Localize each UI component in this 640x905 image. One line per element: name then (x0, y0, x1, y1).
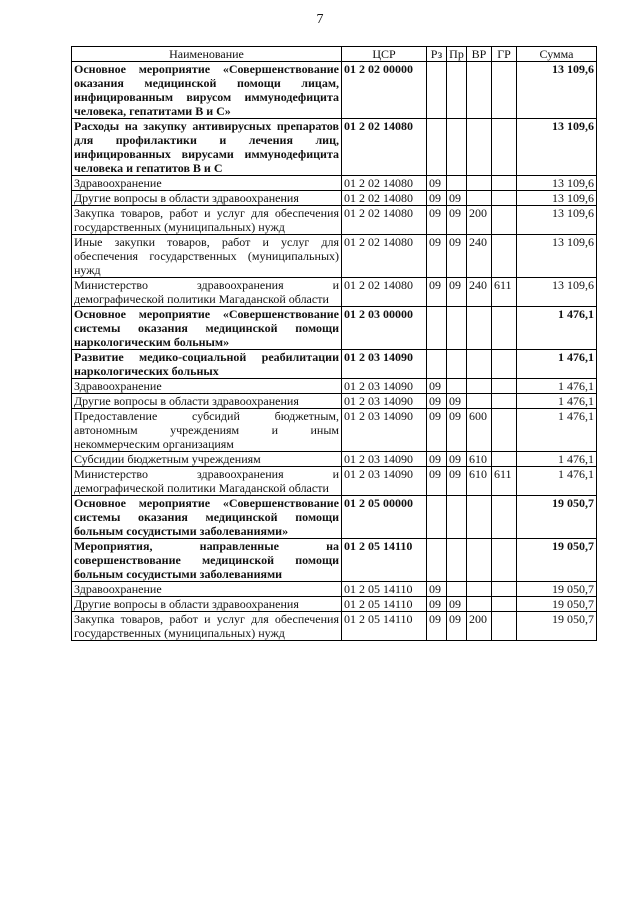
cell-csr: 01 2 02 14080 (342, 191, 427, 206)
header-name: Наименование (72, 47, 342, 62)
cell-pr: 09 (447, 278, 467, 307)
header-vr: ВР (467, 47, 492, 62)
cell-gr (492, 62, 517, 119)
cell-pr: 09 (447, 409, 467, 452)
cell-gr: 611 (492, 467, 517, 496)
cell-vr: 610 (467, 452, 492, 467)
cell-rz: 09 (427, 394, 447, 409)
table-body (72, 62, 597, 641)
cell-sum: 13 109,6 (517, 235, 597, 278)
cell-vr (467, 394, 492, 409)
cell-rz (427, 539, 447, 582)
cell-csr: 01 2 02 14080 (342, 278, 427, 307)
cell-name: Другие вопросы в области здравоохранения (72, 394, 342, 409)
cell-rz: 09 (427, 467, 447, 496)
table-row (72, 612, 597, 641)
cell-pr: 09 (447, 467, 467, 496)
table-row (72, 119, 597, 176)
table-row (72, 206, 597, 235)
cell-name: Другие вопросы в области здравоохранения (72, 597, 342, 612)
cell-csr: 01 2 05 14110 (342, 582, 427, 597)
cell-vr: 200 (467, 612, 492, 641)
cell-vr: 240 (467, 278, 492, 307)
cell-gr (492, 496, 517, 539)
cell-gr (492, 612, 517, 641)
cell-vr: 600 (467, 409, 492, 452)
cell-vr: 610 (467, 467, 492, 496)
cell-name: Предоставление субсидий бюджетным, автономным учреждениям и иным некоммерческим организациям (72, 409, 342, 452)
cell-vr (467, 119, 492, 176)
table-row (72, 582, 597, 597)
cell-gr (492, 235, 517, 278)
cell-pr: 09 (447, 206, 467, 235)
cell-sum: 13 109,6 (517, 206, 597, 235)
cell-vr (467, 191, 492, 206)
cell-pr (447, 539, 467, 582)
cell-rz: 09 (427, 206, 447, 235)
table-row (72, 394, 597, 409)
cell-vr: 240 (467, 235, 492, 278)
cell-rz: 09 (427, 409, 447, 452)
table-row (72, 597, 597, 612)
cell-rz: 09 (427, 612, 447, 641)
cell-sum: 19 050,7 (517, 612, 597, 641)
cell-rz (427, 350, 447, 379)
cell-rz (427, 62, 447, 119)
cell-csr: 01 2 03 00000 (342, 307, 427, 350)
header-gr: ГР (492, 47, 517, 62)
cell-csr: 01 2 05 14110 (342, 539, 427, 582)
cell-csr: 01 2 02 14080 (342, 119, 427, 176)
cell-rz: 09 (427, 176, 447, 191)
cell-csr: 01 2 02 14080 (342, 206, 427, 235)
cell-vr (467, 597, 492, 612)
cell-rz: 09 (427, 379, 447, 394)
cell-sum: 1 476,1 (517, 467, 597, 496)
cell-sum: 1 476,1 (517, 452, 597, 467)
cell-pr (447, 307, 467, 350)
cell-vr: 200 (467, 206, 492, 235)
table-row (72, 452, 597, 467)
cell-rz: 09 (427, 235, 447, 278)
cell-pr: 09 (447, 191, 467, 206)
cell-rz (427, 307, 447, 350)
cell-name: Здравоохранение (72, 176, 342, 191)
cell-vr (467, 582, 492, 597)
cell-pr (447, 582, 467, 597)
cell-sum: 13 109,6 (517, 176, 597, 191)
cell-gr (492, 119, 517, 176)
cell-name: Расходы на закупку антивирусных препаратов для профилактики и лечения лиц, инфицированных вирусами иммунодефицита человека и гепатитов В и С (72, 119, 342, 176)
cell-gr: 611 (492, 278, 517, 307)
cell-name: Министерство здравоохранения и демографической политики Магаданской области (72, 278, 342, 307)
cell-sum: 13 109,6 (517, 278, 597, 307)
cell-name: Другие вопросы в области здравоохранения (72, 191, 342, 206)
cell-pr (447, 119, 467, 176)
table-header-row (72, 47, 597, 62)
cell-gr (492, 597, 517, 612)
cell-gr (492, 206, 517, 235)
cell-name: Иные закупки товаров, работ и услуг для обеспечения государственных (муниципальных) нужд (72, 235, 342, 278)
cell-pr (447, 379, 467, 394)
table-row (72, 191, 597, 206)
cell-gr (492, 379, 517, 394)
cell-csr: 01 2 03 14090 (342, 350, 427, 379)
cell-csr: 01 2 03 14090 (342, 452, 427, 467)
table-row (72, 409, 597, 452)
header-pr: Пр (447, 47, 467, 62)
table-row (72, 539, 597, 582)
cell-sum: 19 050,7 (517, 496, 597, 539)
cell-rz (427, 119, 447, 176)
table-row (72, 467, 597, 496)
cell-sum: 1 476,1 (517, 379, 597, 394)
table-row (72, 379, 597, 394)
cell-rz: 09 (427, 452, 447, 467)
cell-csr: 01 2 05 14110 (342, 612, 427, 641)
cell-gr (492, 307, 517, 350)
cell-name: Субсидии бюджетным учреждениям (72, 452, 342, 467)
cell-sum: 13 109,6 (517, 119, 597, 176)
cell-csr: 01 2 03 14090 (342, 467, 427, 496)
cell-pr: 09 (447, 612, 467, 641)
table-row (72, 307, 597, 350)
cell-sum: 1 476,1 (517, 350, 597, 379)
cell-sum: 13 109,6 (517, 62, 597, 119)
cell-csr: 01 2 02 14080 (342, 235, 427, 278)
cell-csr: 01 2 03 14090 (342, 409, 427, 452)
header-csr: ЦСР (342, 47, 427, 62)
cell-name: Развитие медико-социальной реабилитации наркологических больных (72, 350, 342, 379)
cell-rz: 09 (427, 191, 447, 206)
cell-rz: 09 (427, 582, 447, 597)
cell-rz: 09 (427, 597, 447, 612)
cell-vr (467, 496, 492, 539)
cell-csr: 01 2 02 14080 (342, 176, 427, 191)
cell-vr (467, 350, 492, 379)
cell-name: Здравоохранение (72, 582, 342, 597)
cell-gr (492, 176, 517, 191)
cell-sum: 1 476,1 (517, 394, 597, 409)
cell-rz (427, 496, 447, 539)
cell-name: Основное мероприятие «Совершенствование оказания медицинской помощи лицам, инфицированным вирусом иммунодефицита человека, гепатитами В и С» (72, 62, 342, 119)
cell-gr (492, 350, 517, 379)
cell-gr (492, 539, 517, 582)
cell-rz: 09 (427, 278, 447, 307)
cell-vr (467, 176, 492, 191)
cell-pr: 09 (447, 235, 467, 278)
header-sum: Сумма (517, 47, 597, 62)
cell-sum: 13 109,6 (517, 191, 597, 206)
cell-csr: 01 2 03 14090 (342, 394, 427, 409)
cell-pr: 09 (447, 394, 467, 409)
cell-name: Здравоохранение (72, 379, 342, 394)
cell-vr (467, 62, 492, 119)
table-row (72, 496, 597, 539)
cell-gr (492, 191, 517, 206)
cell-name: Мероприятия, направленные на совершенствование медицинской помощи больным сосудистыми заболеваниями (72, 539, 342, 582)
cell-vr (467, 379, 492, 394)
cell-pr (447, 62, 467, 119)
cell-gr (492, 452, 517, 467)
cell-pr (447, 350, 467, 379)
cell-sum: 19 050,7 (517, 582, 597, 597)
cell-csr: 01 2 05 00000 (342, 496, 427, 539)
cell-pr: 09 (447, 452, 467, 467)
table-row (72, 62, 597, 119)
cell-sum: 19 050,7 (517, 539, 597, 582)
cell-vr (467, 539, 492, 582)
cell-name: Основное мероприятие «Совершенствование системы оказания медицинской помощи наркологическим больным» (72, 307, 342, 350)
cell-csr: 01 2 03 14090 (342, 379, 427, 394)
cell-sum: 1 476,1 (517, 307, 597, 350)
cell-csr: 01 2 02 00000 (342, 62, 427, 119)
budget-table (71, 46, 597, 641)
table-row (72, 176, 597, 191)
cell-pr: 09 (447, 597, 467, 612)
table-row (72, 278, 597, 307)
table-row (72, 235, 597, 278)
cell-pr (447, 176, 467, 191)
cell-name: Министерство здравоохранения и демографической политики Магаданской области (72, 467, 342, 496)
cell-sum: 1 476,1 (517, 409, 597, 452)
cell-name: Закупка товаров, работ и услуг для обеспечения государственных (муниципальных) нужд (72, 612, 342, 641)
cell-name: Основное мероприятие «Совершенствование системы оказания медицинской помощи больным сосудистыми заболеваниями» (72, 496, 342, 539)
cell-gr (492, 582, 517, 597)
page-number: 7 (316, 12, 324, 27)
cell-csr: 01 2 05 14110 (342, 597, 427, 612)
header-rz: Рз (427, 47, 447, 62)
table-row (72, 350, 597, 379)
cell-name: Закупка товаров, работ и услуг для обеспечения государственных (муниципальных) нужд (72, 206, 342, 235)
cell-sum: 19 050,7 (517, 597, 597, 612)
cell-pr (447, 496, 467, 539)
cell-gr (492, 394, 517, 409)
cell-gr (492, 409, 517, 452)
cell-vr (467, 307, 492, 350)
